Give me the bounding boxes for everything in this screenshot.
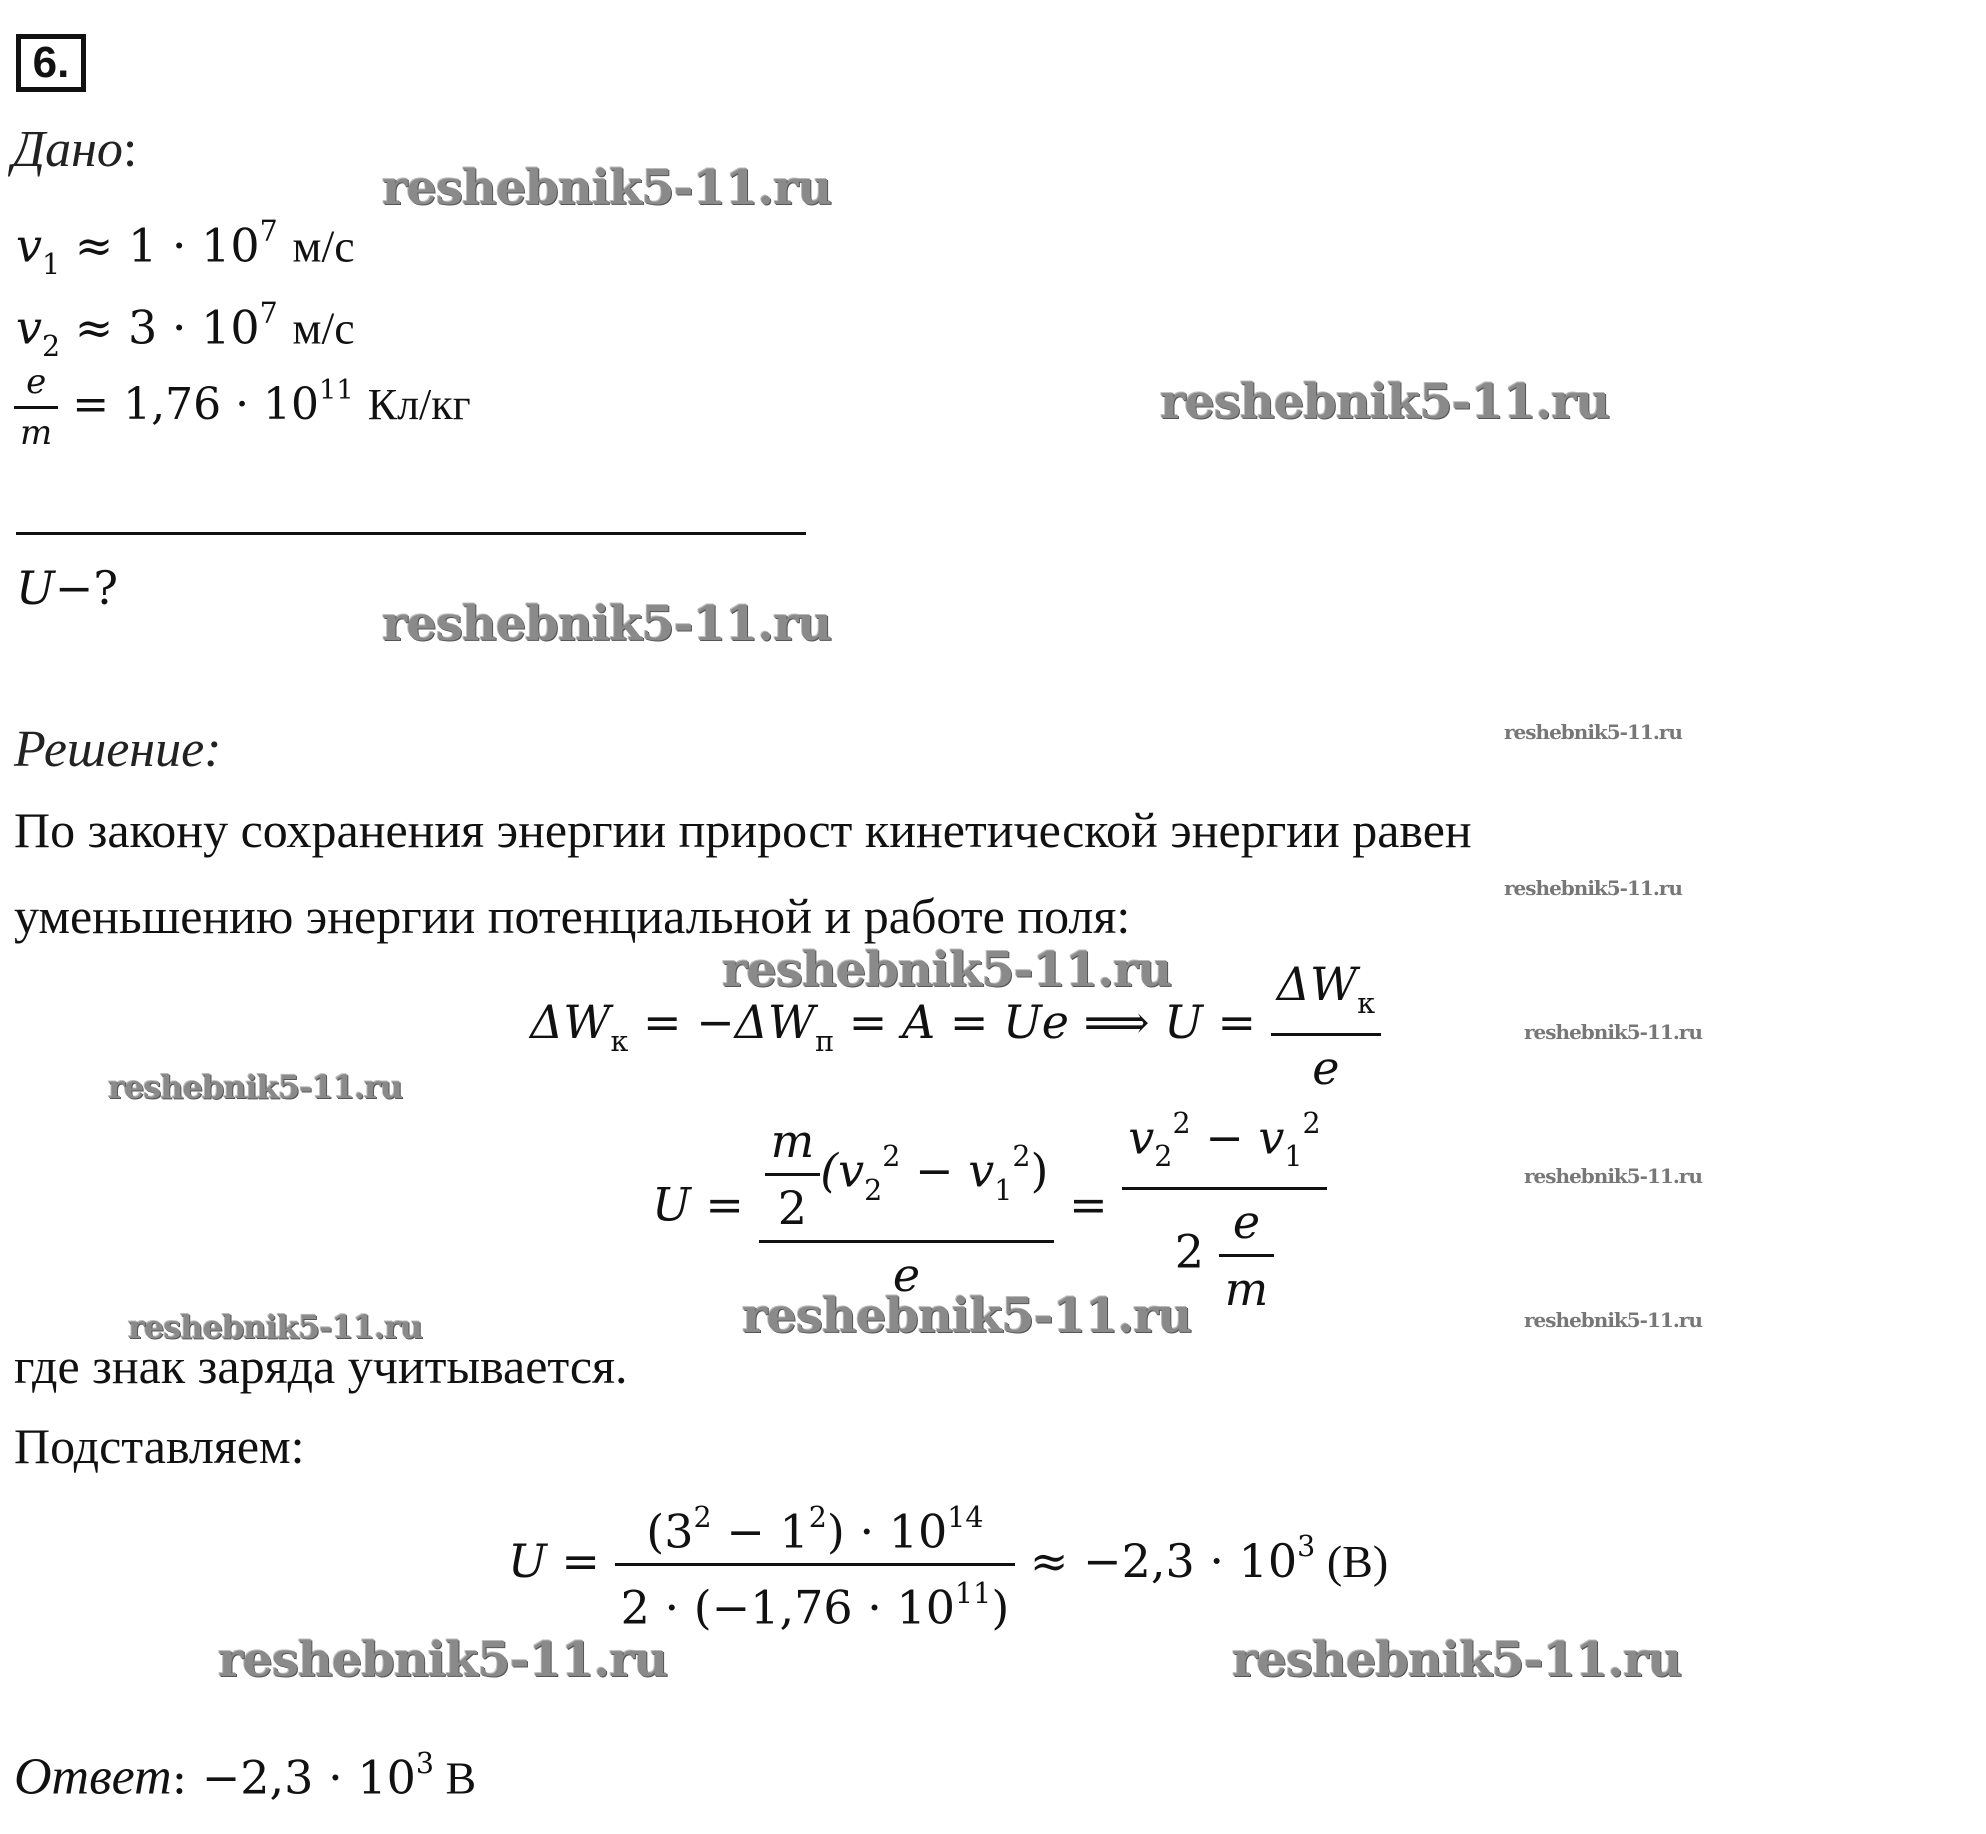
v2-exp: 7 [259, 296, 278, 330]
v2-symbol: v [16, 300, 42, 355]
given-v1 [16, 208, 355, 291]
watermark: reshebnik5-11.ru [108, 1068, 403, 1106]
watermark: reshebnik5-11.ru [218, 1632, 668, 1688]
answer-line [14, 1740, 476, 1806]
eq1-frac-num: ΔW [1276, 957, 1358, 1011]
eq2-num2-a: v [1128, 1110, 1155, 1165]
given-colon: : [122, 121, 138, 178]
eq3-num-sup2: 2 [808, 1500, 827, 1534]
solution-line-2: уменьшению энергии потенциальной и работе поля: [14, 888, 1131, 944]
eq3-num-mid: − 1 [711, 1504, 809, 1559]
eq1-frac-num-sub: к [1357, 987, 1376, 1021]
find-text: −? [54, 561, 118, 615]
answer-value: −2,3 · 10 [201, 1750, 416, 1805]
find-symbol: U [16, 561, 55, 615]
eq2-paren-open: (v [820, 1143, 865, 1198]
given-ratio [14, 362, 471, 453]
eq3-num-end: ) · 10 [826, 1504, 948, 1559]
problem-number: 6. [16, 34, 86, 92]
eq2-inner-fraction [765, 1113, 821, 1236]
equation-substitution [508, 1494, 1388, 1636]
eq1-lhs-sub: к [610, 1025, 629, 1059]
watermark: reshebnik5-11.ru [382, 596, 832, 652]
solution-line-1: По закону сохранения энергии прирост кинетической энергии равен [14, 802, 1472, 858]
eq2-eq: = [1069, 1177, 1123, 1232]
eq3-num-sup1: 2 [693, 1500, 712, 1534]
watermark: reshebnik5-11.ru [1160, 374, 1610, 430]
eq2-inner-den: 2 [777, 1181, 808, 1236]
watermark: reshebnik5-11.ru [1524, 1020, 1702, 1044]
eq2-fraction-2 [1122, 1100, 1326, 1317]
v1-value: ≈ 1 · 10 [74, 218, 260, 273]
eq1-mid2: = A = Ue ⟹ U = [834, 995, 1271, 1050]
eq3-den: 2 · (−1,76 · 10 [620, 1580, 956, 1635]
eq2-v1-sup: 2 [1012, 1140, 1031, 1174]
eq2-inner-num: m [770, 1114, 815, 1169]
eq2-den2-den: m [1224, 1261, 1269, 1316]
given-divider [16, 532, 806, 535]
eq3-result-sup: 3 [1297, 1530, 1316, 1564]
eq3-result: ≈ −2,3 · 10 [1029, 1533, 1298, 1588]
given-label: Дано [12, 121, 123, 178]
eq3-fraction [615, 1494, 1016, 1636]
v1-exp: 7 [259, 214, 278, 248]
eq1-mid1: = −ΔW [628, 995, 816, 1050]
eq3-num: (3 [646, 1504, 694, 1559]
eq2-den2-coef: 2 [1174, 1224, 1204, 1279]
substitute-label: Подставляем: [14, 1418, 305, 1474]
charge-sign-note: где знак заряда учитывается. [14, 1338, 628, 1394]
watermark: reshebnik5-11.ru [382, 160, 832, 216]
eq1-frac-den: e [1312, 1041, 1340, 1096]
v2-unit: м/с [292, 302, 355, 354]
watermark: reshebnik5-11.ru [1524, 1164, 1702, 1188]
eq2-paren-close: ) [1030, 1143, 1049, 1198]
eq2-den1: e [892, 1248, 921, 1303]
eq3-den-end: ) [991, 1580, 1010, 1635]
watermark: reshebnik5-11.ru [722, 942, 1172, 998]
eq2-v2-sub: 2 [864, 1173, 883, 1207]
eq2-v1-sub: 1 [994, 1173, 1013, 1207]
eq2-lhs: U = [652, 1177, 759, 1232]
answer-exp: 3 [415, 1746, 435, 1780]
answer-unit: В [434, 1752, 477, 1804]
watermark: reshebnik5-11.ru [1504, 720, 1682, 744]
ratio-num: e [26, 362, 47, 402]
eq2-den2-fraction [1219, 1194, 1275, 1317]
watermark: reshebnik5-11.ru [1232, 1632, 1682, 1688]
eq2-v2-sup: 2 [882, 1140, 901, 1174]
v1-sub: 1 [42, 248, 61, 282]
ratio-exp: 11 [319, 375, 354, 407]
watermark: reshebnik5-11.ru [128, 1308, 423, 1346]
watermark: reshebnik5-11.ru [742, 1288, 1192, 1344]
ratio-den: m [20, 413, 53, 453]
eq3-lhs: U = [508, 1533, 615, 1588]
solution-heading: Решение: [14, 721, 222, 778]
eq1-fraction [1271, 956, 1381, 1096]
eq3-result-unit: (В) [1315, 1535, 1389, 1587]
eq2-num2-a-sub: 2 [1154, 1140, 1173, 1174]
v2-sub: 2 [42, 330, 61, 364]
ratio-value: 1,76 · 10 [123, 379, 320, 430]
eq2-num2-minus: − v [1190, 1110, 1285, 1165]
v1-unit: м/с [292, 220, 355, 272]
watermark: reshebnik5-11.ru [1504, 876, 1682, 900]
eq1-lhs: ΔW [530, 995, 611, 1050]
given-v2 [16, 290, 355, 373]
ratio-fraction [14, 362, 58, 453]
eq1-mid1-sub: п [815, 1025, 835, 1059]
find-line [16, 560, 118, 616]
answer-colon: : [171, 1750, 202, 1805]
eq2-den2-num: e [1232, 1194, 1261, 1249]
watermark: reshebnik5-11.ru [1524, 1308, 1702, 1332]
given-heading [12, 120, 137, 180]
eq3-den-sup: 11 [955, 1577, 992, 1611]
equation-voltage-formula [652, 1100, 1327, 1317]
v2-value: ≈ 3 · 10 [74, 300, 260, 355]
ratio-unit: Кл/кг [367, 380, 471, 429]
eq2-num2-a-sup: 2 [1172, 1106, 1191, 1140]
answer-label: Ответ [14, 1748, 172, 1806]
eq2-minus: − v [900, 1143, 995, 1198]
eq3-num-sup3: 14 [947, 1500, 984, 1534]
ratio-eq: = [72, 379, 124, 430]
v1-symbol: v [16, 218, 42, 273]
eq2-fraction-1 [759, 1113, 1055, 1303]
eq2-num2-b-sup: 2 [1302, 1106, 1321, 1140]
eq2-num2-b-sub: 1 [1284, 1140, 1303, 1174]
